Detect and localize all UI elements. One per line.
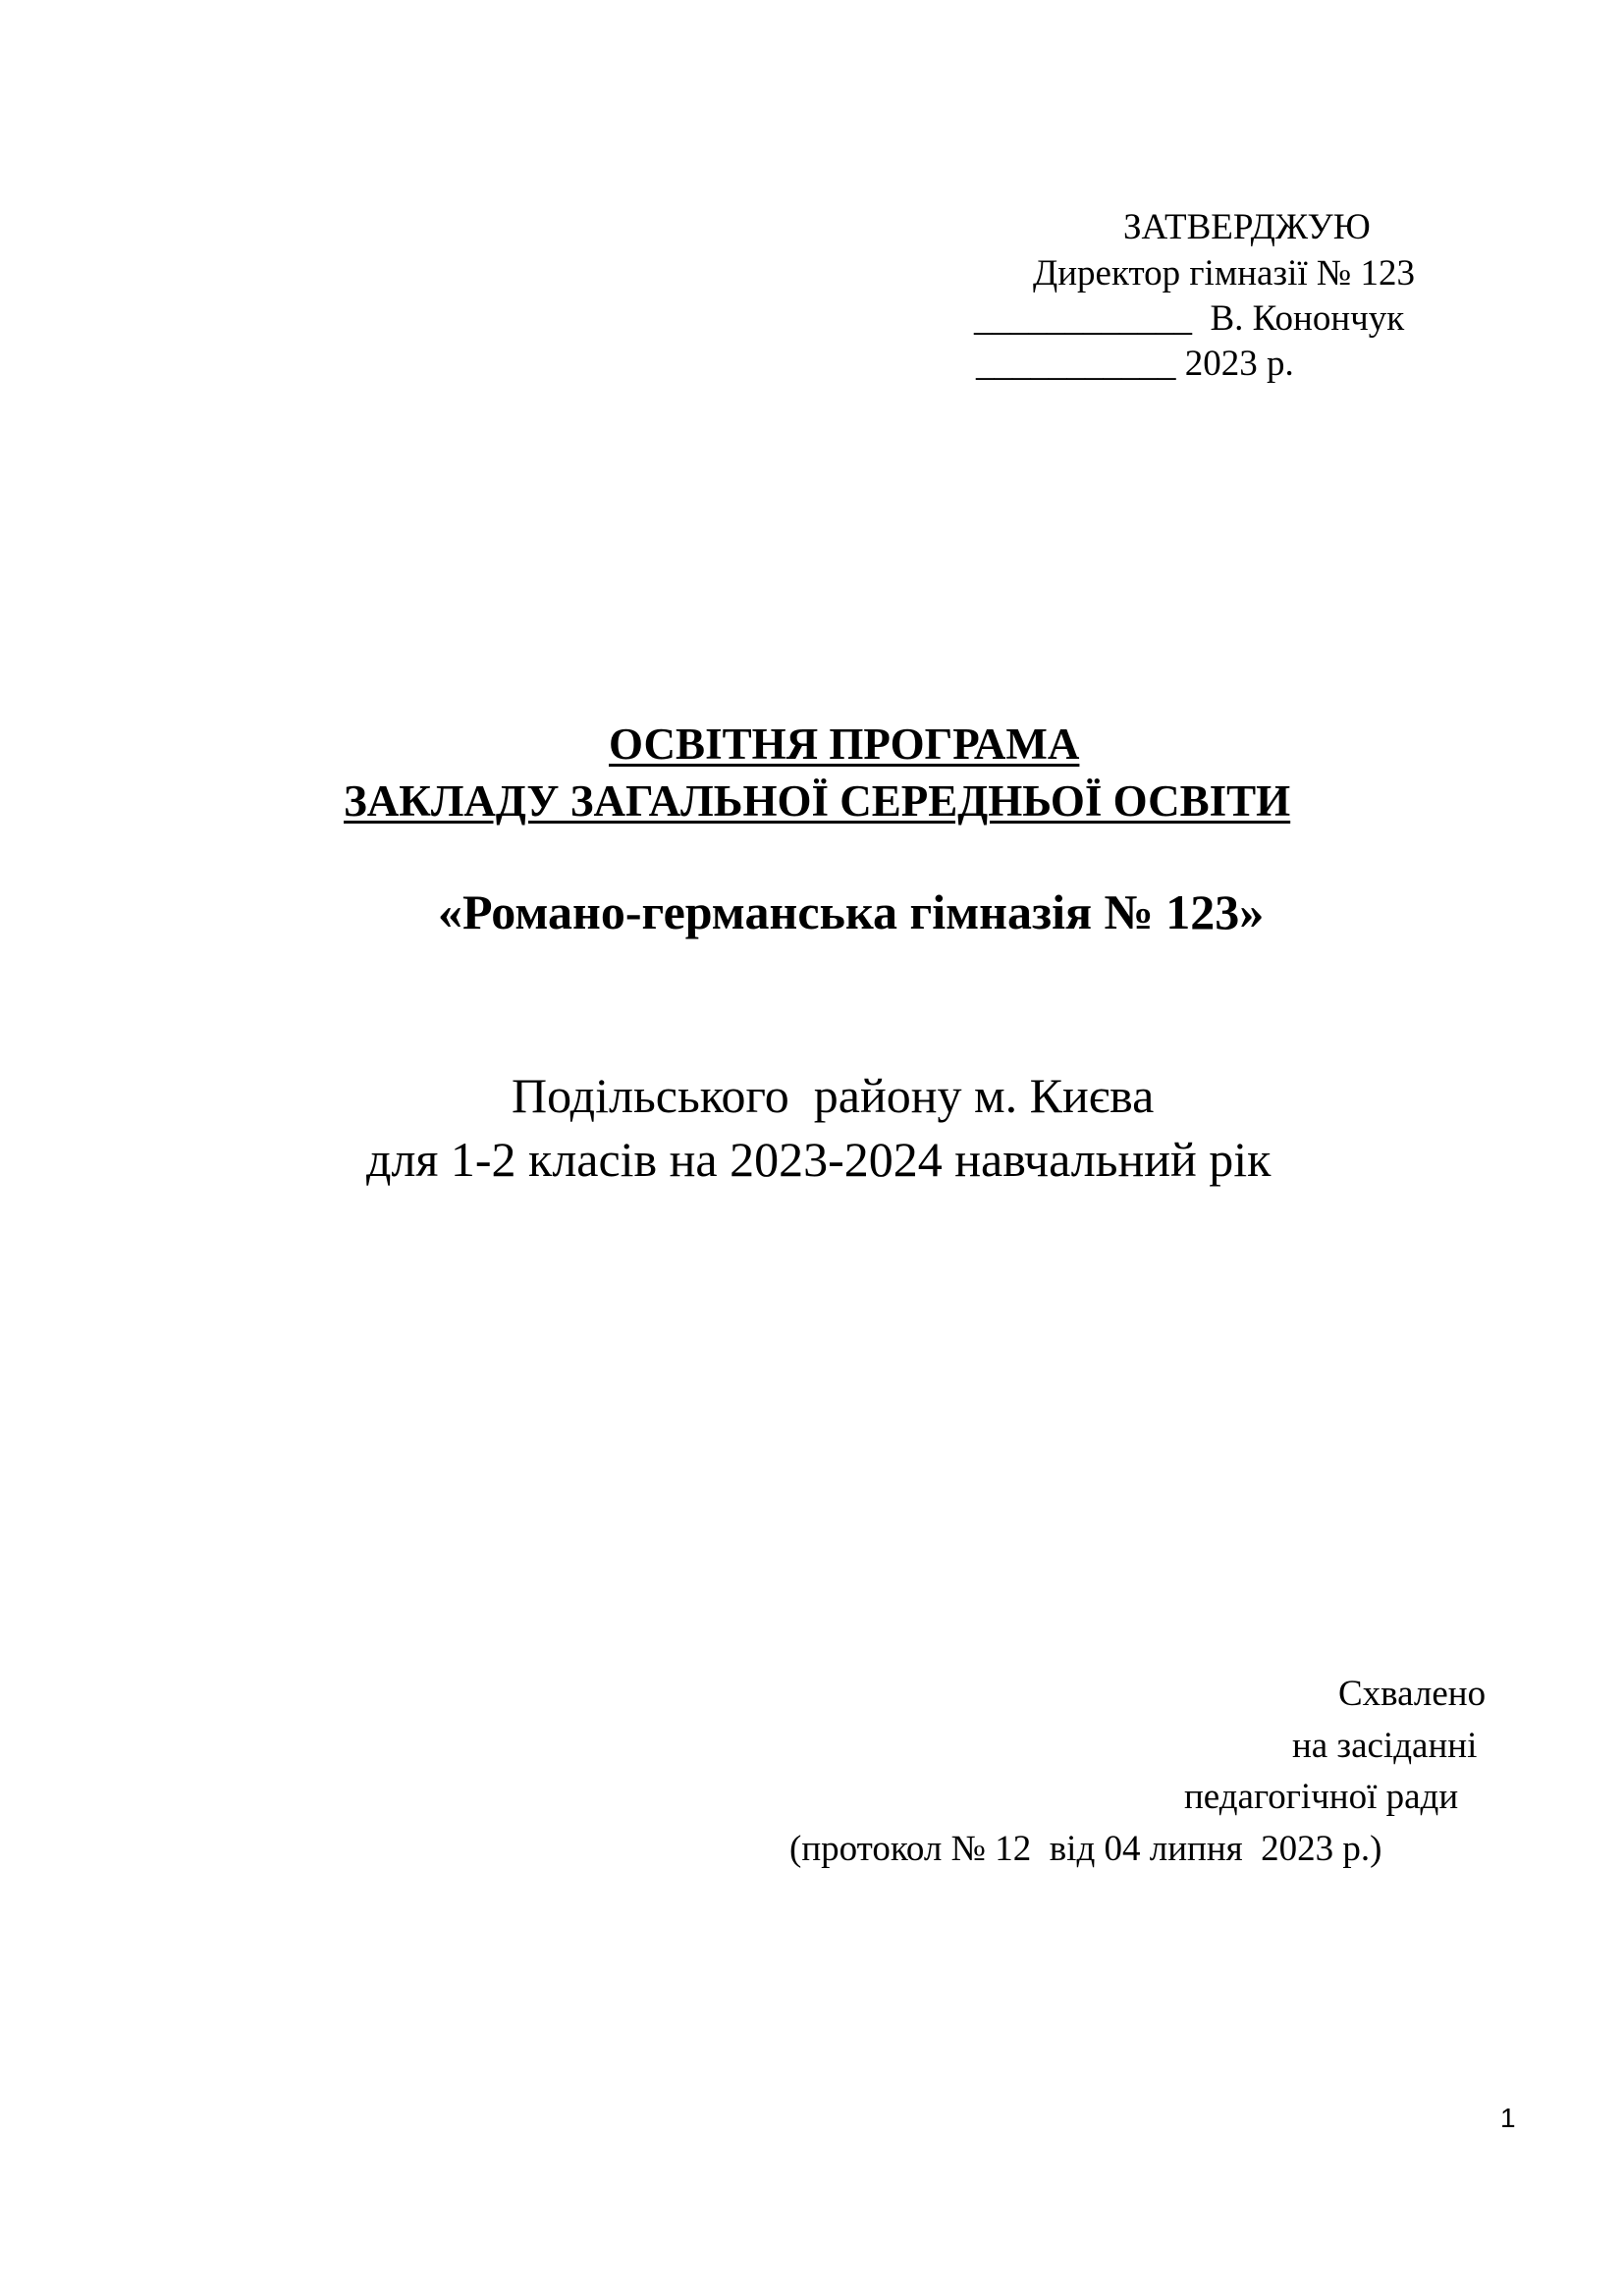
title-line-2: ЗАКЛАДУ ЗАГАЛЬНОЇ СЕРЕДНЬОЇ ОСВІТИ [344,776,1291,826]
approval-date-line: ___________ 2023 р. [976,344,1294,384]
district-line-1: Подільського району м. Києва [512,1068,1155,1123]
approved-line-2: на засіданні [1292,1726,1478,1766]
school-name: «Романо-германська гімназія № 123» [438,884,1265,939]
district-line-2: для 1-2 класів на 2023-2024 навчальний рік [366,1132,1272,1187]
title-line-1: ОСВІТНЯ ПРОГРАМА [609,720,1080,769]
page-number: 1 [1500,2103,1516,2133]
approval-position: Директор гімназії № 123 [1033,253,1415,294]
approval-heading: ЗАТВЕРДЖУЮ [1123,207,1371,247]
approved-line-4: (протокол № 12 від 04 липня 2023 р.) [789,1829,1382,1869]
approved-line-1: Схвалено [1338,1674,1487,1714]
approved-line-3: педагогічної ради [1184,1777,1459,1817]
approval-signature-line: ____________ В. Конончук [974,298,1405,339]
